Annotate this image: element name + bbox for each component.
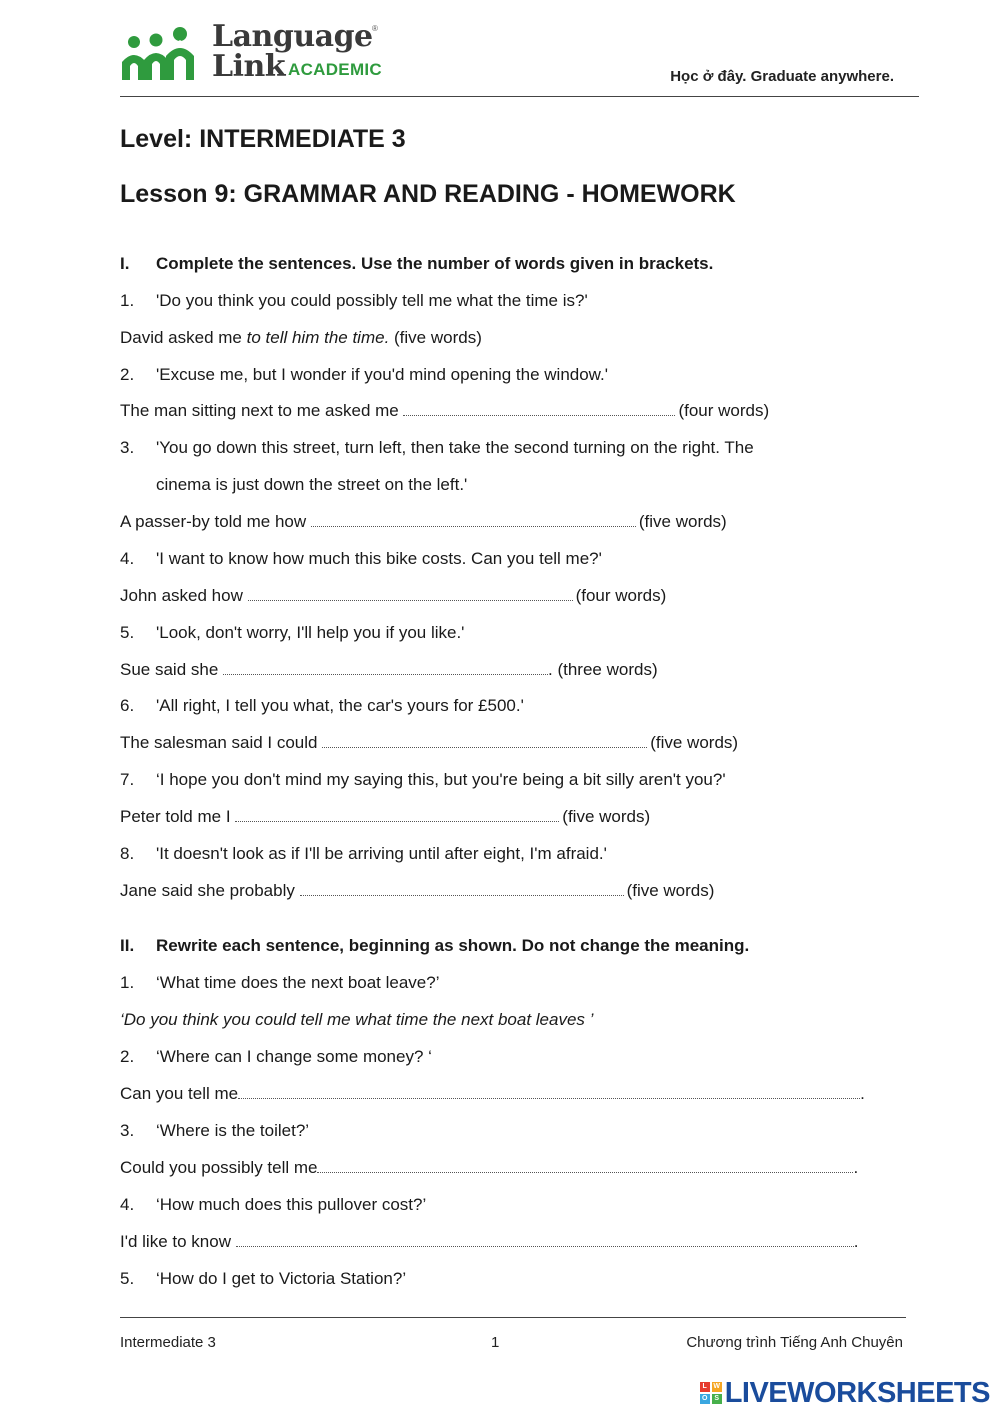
item-number: 3. bbox=[120, 438, 135, 457]
quote-text: ‘What time does the next boat leave?’ bbox=[156, 973, 440, 992]
liveworksheets-watermark bbox=[700, 1378, 990, 1408]
item-number: 7. bbox=[120, 770, 135, 789]
answer-blank[interactable] bbox=[311, 513, 636, 527]
word-count-hint: (four words) bbox=[575, 586, 667, 605]
sentence-prefix: John asked how bbox=[120, 586, 248, 605]
s2-item-3-answer bbox=[120, 1157, 858, 1179]
s1-item-3-quote-cont bbox=[120, 474, 467, 496]
s2-item-1-quote bbox=[120, 972, 440, 994]
word-count-hint: (five words) bbox=[562, 807, 651, 826]
item-number: 6. bbox=[120, 696, 135, 715]
item-number: 2. bbox=[120, 1047, 135, 1066]
footer-divider bbox=[120, 1317, 906, 1318]
item-number: 1. bbox=[120, 973, 135, 992]
sentence-prefix: The salesman said I could bbox=[120, 733, 323, 752]
quote-text: 'Look, don't worry, I'll help you if you like.' bbox=[156, 623, 465, 642]
sentence-prefix: Peter told me I bbox=[120, 807, 236, 826]
item-number: 1. bbox=[120, 291, 135, 310]
sentence-prefix: Can you tell me bbox=[120, 1084, 239, 1103]
item-number: 2. bbox=[120, 365, 135, 384]
answer-blank[interactable] bbox=[322, 734, 647, 748]
footer-program: Chương trình Tiếng Anh Chuyên bbox=[686, 1334, 903, 1351]
s1-item-2-quote bbox=[120, 364, 608, 386]
item-number: 4. bbox=[120, 549, 135, 568]
answer-blank[interactable] bbox=[248, 587, 573, 601]
example-answer: to tell him the time. bbox=[246, 328, 390, 347]
quote-text: ‘How much does this pullover cost?’ bbox=[156, 1195, 427, 1214]
quote-text: 'Do you think you could possibly tell me what the time is?' bbox=[156, 291, 588, 310]
answer-blank[interactable] bbox=[236, 1233, 854, 1247]
s1-item-7-quote bbox=[120, 769, 726, 791]
word-count-hint: (five words) bbox=[626, 881, 715, 900]
quote-text: 'It doesn't look as if I'll be arriving until after eight, I'm afraid.' bbox=[156, 844, 607, 863]
s1-item-4-quote bbox=[120, 548, 602, 570]
sentence-end: . bbox=[853, 1158, 859, 1177]
lesson-title: Lesson 9: GRAMMAR AND READING - HOMEWORK bbox=[120, 180, 736, 208]
section-2-instruction: Rewrite each sentence, beginning as shown. Do not change the meaning. bbox=[156, 936, 750, 955]
word-count-hint: (four words) bbox=[678, 401, 770, 420]
s1-item-5-quote bbox=[120, 622, 464, 644]
word-count-hint: (five words) bbox=[638, 512, 727, 531]
logo-word-language: Language bbox=[212, 19, 373, 54]
section-2-number: II. bbox=[120, 936, 135, 955]
answer-blank[interactable] bbox=[238, 1085, 860, 1099]
sentence-end: . bbox=[853, 1232, 859, 1251]
slogan: Học ở đây. Graduate anywhere. bbox=[670, 68, 894, 85]
page-number: 1 bbox=[491, 1334, 500, 1351]
s2-item-4-answer bbox=[120, 1231, 858, 1253]
header-divider bbox=[120, 96, 919, 97]
quote-text: cinema is just down the street on the left.' bbox=[156, 475, 468, 494]
s2-item-3-quote bbox=[120, 1120, 309, 1142]
s1-item-6-answer bbox=[120, 732, 738, 754]
logo-letter: L bbox=[700, 1382, 710, 1392]
sentence-end: . bbox=[860, 1084, 865, 1103]
section-2-heading bbox=[120, 935, 749, 957]
sentence-prefix: Could you possibly tell me bbox=[120, 1158, 318, 1177]
item-number: 4. bbox=[120, 1195, 135, 1214]
s1-item-1-answer bbox=[120, 327, 482, 349]
sentence-prefix: The man sitting next to me asked me bbox=[120, 401, 404, 420]
liveworksheets-logo-icon bbox=[700, 1382, 722, 1404]
s1-item-4-answer bbox=[120, 585, 666, 607]
quote-text: 'All right, I tell you what, the car's yours for £500.' bbox=[156, 696, 524, 715]
quote-text: ‘How do I get to Victoria Station?’ bbox=[156, 1269, 407, 1288]
s1-item-3-quote bbox=[120, 437, 754, 459]
s1-item-3-answer bbox=[120, 511, 727, 533]
quote-text: 'I want to know how much this bike costs. Can you tell me?' bbox=[156, 549, 602, 568]
answer-blank[interactable] bbox=[235, 808, 559, 822]
liveworksheets-text: LIVEWORKSHEETS bbox=[724, 1376, 990, 1409]
s2-item-4-quote bbox=[120, 1194, 426, 1216]
item-number: 5. bbox=[120, 1269, 135, 1288]
s1-item-1-quote bbox=[120, 290, 588, 312]
sentence-prefix: I'd like to know bbox=[120, 1232, 236, 1251]
quote-text: ‘Where is the toilet?’ bbox=[156, 1121, 310, 1140]
logo-word-link: Link bbox=[212, 49, 286, 84]
sentence-prefix: A passer-by told me how bbox=[120, 512, 311, 531]
answer-blank[interactable] bbox=[403, 402, 675, 416]
s1-item-7-answer bbox=[120, 806, 650, 828]
quote-text: ‘Where can I change some money? ‘ bbox=[156, 1047, 432, 1066]
quote-text: ‘I hope you don't mind my saying this, but you're being a bit silly aren't you?' bbox=[156, 770, 726, 789]
item-number: 5. bbox=[120, 623, 135, 642]
s1-item-6-quote bbox=[120, 695, 524, 717]
footer-course: Intermediate 3 bbox=[120, 1334, 216, 1351]
section-1-heading bbox=[120, 253, 713, 275]
s1-item-2-answer bbox=[120, 400, 769, 422]
s1-item-8-answer bbox=[120, 880, 714, 902]
section-1-number: I. bbox=[120, 254, 130, 273]
sentence-prefix: David asked me bbox=[120, 328, 247, 347]
s2-item-5-quote bbox=[120, 1268, 406, 1290]
logo-letter: S bbox=[712, 1394, 722, 1404]
s2-item-2-quote bbox=[120, 1046, 432, 1068]
item-number: 3. bbox=[120, 1121, 135, 1140]
word-count-hint: (five words) bbox=[650, 733, 739, 752]
sentence-prefix: Jane said she probably bbox=[120, 881, 300, 900]
logo-word-academic: ACADEMIC bbox=[288, 60, 383, 79]
answer-blank[interactable] bbox=[317, 1159, 853, 1173]
s2-item-2-answer bbox=[120, 1083, 865, 1105]
logo-letter: W bbox=[713, 1383, 720, 1390]
logo-letter: O bbox=[700, 1394, 710, 1404]
quote-text: 'Excuse me, but I wonder if you'd mind opening the window.' bbox=[156, 365, 608, 384]
answer-blank[interactable] bbox=[223, 661, 548, 675]
people-logo-icon bbox=[120, 26, 210, 82]
section-1-instruction: Complete the sentences. Use the number of words given in brackets. bbox=[156, 254, 714, 273]
item-number: 8. bbox=[120, 844, 135, 863]
answer-blank[interactable] bbox=[300, 882, 624, 896]
s1-item-8-quote bbox=[120, 843, 607, 865]
language-link-logo bbox=[120, 19, 390, 84]
sentence-prefix: Sue said she bbox=[120, 660, 224, 679]
word-count-hint: (five words) bbox=[389, 328, 482, 347]
registered-mark: ® bbox=[372, 24, 378, 33]
word-count-hint: . (three words) bbox=[548, 660, 658, 679]
quote-text: 'You go down this street, turn left, then take the second turning on the right. The bbox=[156, 438, 754, 457]
s1-item-5-answer bbox=[120, 659, 658, 681]
level-title: Level: INTERMEDIATE 3 bbox=[120, 125, 406, 153]
s2-item-1-example: ‘Do you think you could tell me what time the next boat leaves ’ bbox=[120, 1010, 594, 1029]
